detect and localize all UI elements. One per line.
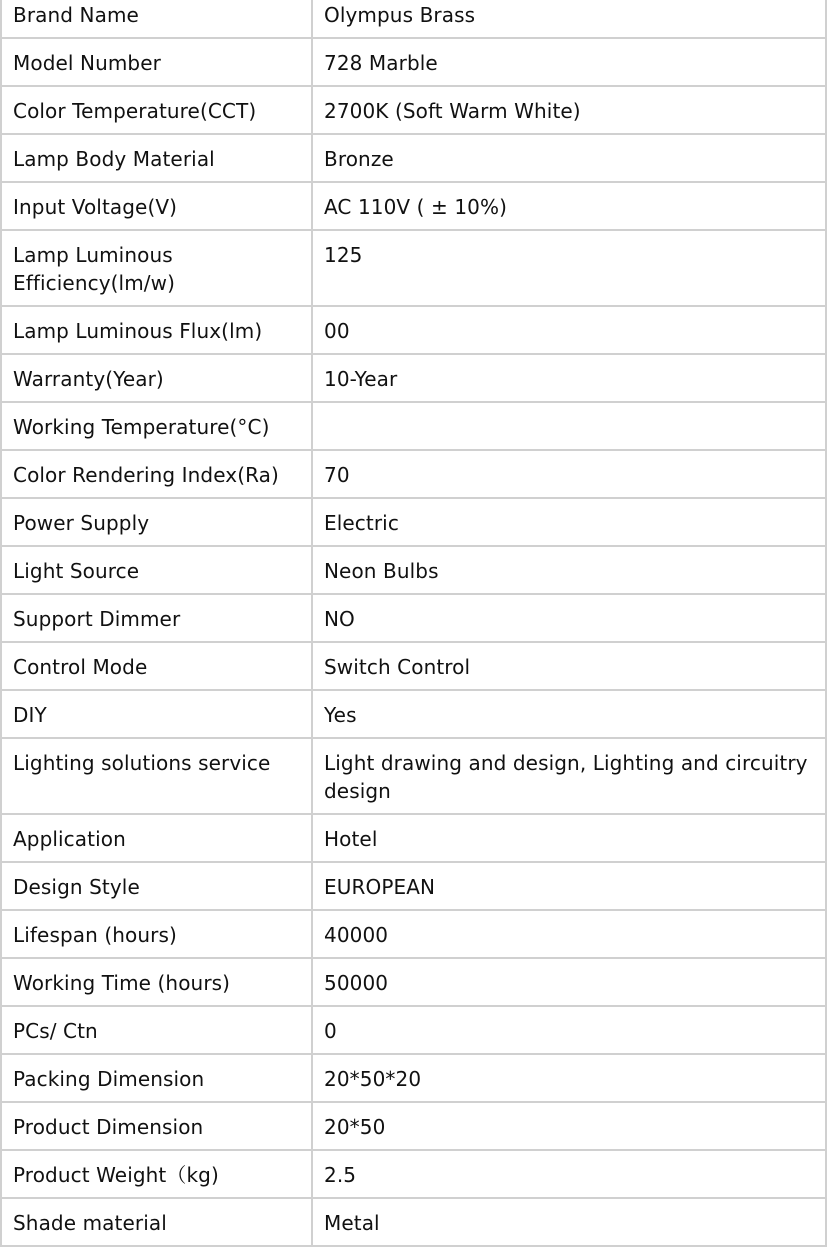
spec-value: Neon Bulbs [312,546,826,594]
spec-label: Model Number [1,38,312,86]
spec-row [1,862,826,910]
spec-value: Olympus Brass [312,0,826,38]
spec-row [1,1006,826,1054]
spec-value: Yes [312,690,826,738]
spec-row [1,642,826,690]
spec-value: Light drawing and design, Lighting and circuitry design [312,738,826,814]
spec-label: Color Temperature(CCT) [1,86,312,134]
spec-value: 00 [312,306,826,354]
spec-table-body [1,0,826,1246]
spec-value: 728 Marble [312,38,826,86]
spec-row [1,402,826,450]
spec-value: NO [312,594,826,642]
spec-label: Brand Name [1,0,312,38]
spec-value: 2700K (Soft Warm White) [312,86,826,134]
spec-label: Light Source [1,546,312,594]
spec-row [1,230,826,306]
spec-row [1,498,826,546]
spec-row [1,450,826,498]
spec-label: Working Temperature(°C) [1,402,312,450]
spec-label: Application [1,814,312,862]
spec-label: Lamp Luminous Efficiency(lm/w) [1,230,312,306]
spec-row [1,0,826,38]
spec-row [1,86,826,134]
spec-row [1,910,826,958]
spec-row [1,546,826,594]
spec-row [1,594,826,642]
spec-label: Product Dimension [1,1102,312,1150]
spec-label: Shade material [1,1198,312,1246]
spec-label: Packing Dimension [1,1054,312,1102]
spec-value: Switch Control [312,642,826,690]
spec-row [1,354,826,402]
spec-value: 10-Year [312,354,826,402]
spec-value: 20*50 [312,1102,826,1150]
spec-label: Lifespan (hours) [1,910,312,958]
spec-label: DIY [1,690,312,738]
spec-row [1,958,826,1006]
spec-label: Lamp Luminous Flux(lm) [1,306,312,354]
spec-label: Design Style [1,862,312,910]
spec-label: Product Weight（kg) [1,1150,312,1198]
spec-row [1,1054,826,1102]
spec-value: 2.5 [312,1150,826,1198]
spec-label: Working Time (hours) [1,958,312,1006]
spec-value: Bronze [312,134,826,182]
spec-value: 20*50*20 [312,1054,826,1102]
spec-row [1,1102,826,1150]
spec-value: 0 [312,1006,826,1054]
spec-row [1,738,826,814]
spec-value: 50000 [312,958,826,1006]
spec-label: Lighting solutions service [1,738,312,814]
spec-value: EUROPEAN [312,862,826,910]
spec-row [1,1150,826,1198]
spec-row [1,1198,826,1246]
spec-row [1,306,826,354]
spec-value: Metal [312,1198,826,1246]
spec-label: Color Rendering Index(Ra) [1,450,312,498]
spec-row [1,814,826,862]
spec-value: Hotel [312,814,826,862]
spec-value: AC 110V ( ± 10%) [312,182,826,230]
spec-row [1,134,826,182]
spec-value: Electric [312,498,826,546]
spec-label: Warranty(Year) [1,354,312,402]
spec-value: 40000 [312,910,826,958]
spec-row [1,690,826,738]
spec-label: Lamp Body Material [1,134,312,182]
spec-value: 70 [312,450,826,498]
spec-label: PCs/ Ctn [1,1006,312,1054]
spec-row [1,182,826,230]
spec-label: Input Voltage(V) [1,182,312,230]
spec-value [312,402,826,450]
spec-label: Control Mode [1,642,312,690]
spec-row [1,38,826,86]
spec-label: Support Dimmer [1,594,312,642]
spec-value: 125 [312,230,826,306]
spec-label: Power Supply [1,498,312,546]
